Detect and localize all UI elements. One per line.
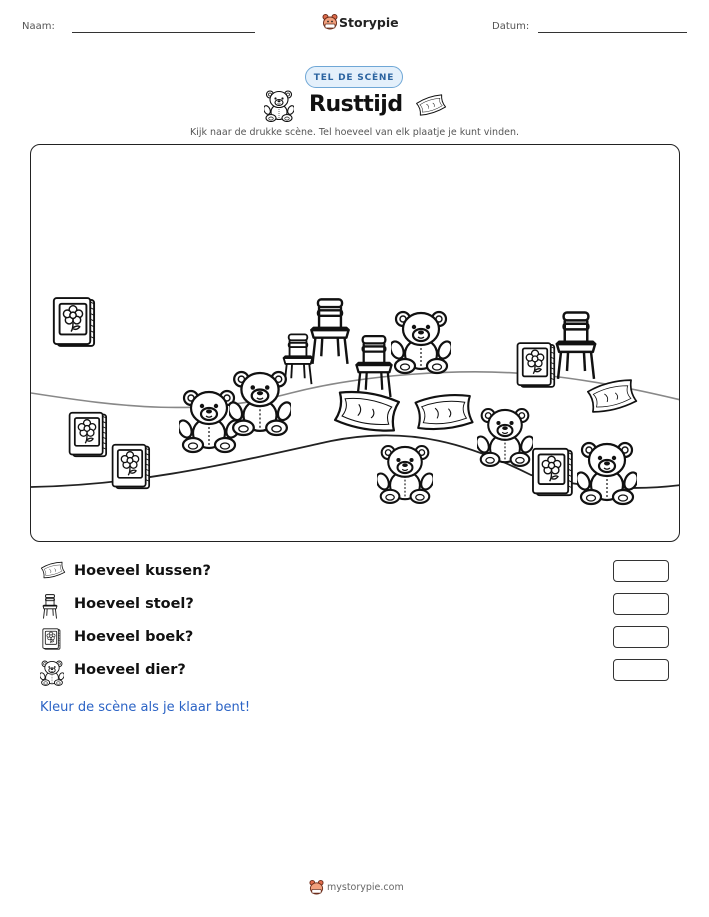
book-3 <box>113 445 150 489</box>
book-4 <box>518 343 555 387</box>
storypie-logo-icon <box>322 13 338 30</box>
chair-2 <box>311 299 348 364</box>
question-animals: Hoeveel dier? <box>74 662 186 678</box>
storypie-footer-logo-icon <box>309 879 324 895</box>
question-pillows: Hoeveel kussen? <box>74 563 211 579</box>
question-chairs: Hoeveel stoel? <box>74 596 194 612</box>
chair-4 <box>557 313 595 379</box>
date-field-line[interactable] <box>538 32 687 33</box>
book-5 <box>533 449 572 495</box>
page-title: Rusttijd <box>309 92 403 117</box>
book-2 <box>70 413 107 457</box>
answer-box-books[interactable] <box>613 626 669 648</box>
answer-box-chairs[interactable] <box>613 593 669 615</box>
counting-scene <box>30 144 680 542</box>
bear-5 <box>374 446 436 503</box>
answer-box-animals[interactable] <box>613 659 669 681</box>
answer-box-pillows[interactable] <box>613 560 669 582</box>
brand-name: Storypie <box>339 15 399 30</box>
coloring-instruction: Kleur de scène als je klaar bent! <box>40 700 251 715</box>
book-1 <box>54 298 94 346</box>
pillow-icon <box>38 558 68 582</box>
footer-url[interactable]: mystorypie.com <box>327 882 404 893</box>
name-label: Naam: <box>22 21 55 32</box>
bear-3 <box>388 312 454 373</box>
name-field-line[interactable] <box>72 32 255 33</box>
activity-type-badge: TEL DE SCÈNE <box>305 66 403 88</box>
pillow-2 <box>415 393 473 431</box>
pillow-icon <box>412 90 449 121</box>
teddy-bear-icon <box>264 90 294 122</box>
chair-icon <box>41 593 59 619</box>
pillow-3 <box>587 378 637 415</box>
chair-1 <box>284 334 313 384</box>
teddy-bear-icon <box>40 660 64 686</box>
bear-2 <box>226 372 295 435</box>
instructions-subtitle: Kijk naar de drukke scène. Tel hoeveel van elk plaatje je kunt vinden. <box>190 127 519 138</box>
date-label: Datum: <box>492 21 530 32</box>
bear-4 <box>474 409 536 466</box>
book-icon <box>41 628 61 650</box>
bear-6 <box>574 443 640 504</box>
bear-1 <box>176 391 242 452</box>
chair-3 <box>356 336 391 397</box>
question-books: Hoeveel boek? <box>74 629 194 645</box>
